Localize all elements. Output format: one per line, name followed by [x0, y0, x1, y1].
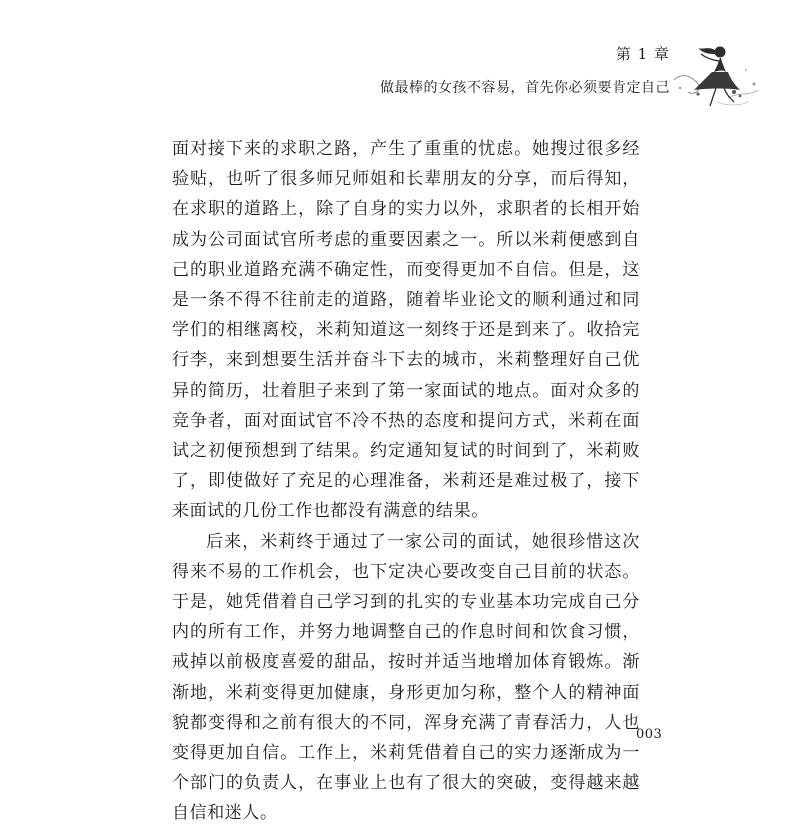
- body-text: [172, 134, 640, 829]
- running-header: [380, 44, 670, 98]
- page-number: 003: [636, 727, 663, 742]
- dancing-girl-silhouette-icon: [668, 40, 764, 110]
- paragraph-1: 面对接下来的求职之路，产生了重重的忧虑。她搜过很多经验贴，也听了很多师兄师姐和长辈朋友的分享，而后得知，在求职的道路上，除了自身的实力以外，求职者的长相开始成为公司面试官所考虑的重要因素之一。所以米莉便感到自己的职业道路充满不确定性，而变得更加不自信。但是，这是一条不得不往前走的道路，随着毕业论文的顺利通过和同学们的相继离校，米莉知道这一刻终于还是到来了。收拾完行李，来到想要生活并奋斗下去的城市，米莉整理好自己优异的简历，壮着胆子来到了第一家面试的地点。面对众多的竞争者，面对面试官不冷不热的态度和提问方式，米莉在面试之初便预想到了结果。约定通知复试的时间到了，米莉败了，即使做好了充足的心理准备，米莉还是难过极了，接下来面试的几份工作也都没有满意的结果。: [172, 139, 640, 522]
- chapter-label: 第 1 章: [615, 45, 670, 63]
- chapter-subtitle: 做最棒的女孩不容易，首先你必须要肯定自己: [380, 80, 670, 96]
- paragraph-2: 后来，米莉终于通过了一家公司的面试，她很珍惜这次得来不易的工作机会，也下定决心要改变自己目前的状态。于是，她凭借着自己学习到的扎实的专业基本功完成自己分内的所有工作，并努力地调整自己的作息时间和饮食习惯，戒掉以前极度喜爱的甜品，按时并适当地增加体育锻炼。渐渐地，米莉变得更加健康，身形更加匀称，整个人的精神面貌都变得和之前有很大的不同，浑身充满了青春活力，人也变得更加自信。工作上，米莉凭借着自己的实力逐渐成为一个部门的负责人，在事业上也有了很大的突破，变得越来越自信和迷人。: [172, 531, 640, 824]
